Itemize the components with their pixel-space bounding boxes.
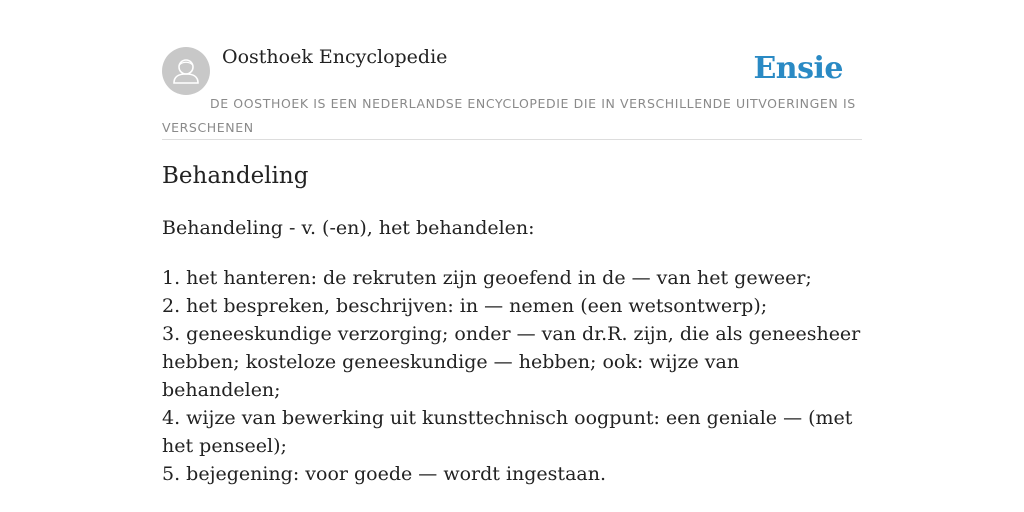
definition-item: 3. geneeskundige verzorging; onder — van dr.R. zijn, die als geneesheer hebben; kosteloze geneeskundige — hebben; ook: wijze van behandelen; [162,323,861,401]
definition-item: 4. wijze van bewerking uit kunsttechnisch oogpunt: een geniale — (met het penseel); [162,407,853,457]
avatar[interactable] [162,47,210,95]
article-title: Behandeling [162,163,309,189]
definition-list [162,264,862,488]
header-divider [162,139,862,140]
definition-item: 1. het hanteren: de rekruten zijn geoefend in de — van het geweer; [162,267,812,289]
brand-logo[interactable]: Ensie [753,51,843,86]
source-description: DE OOSTHOEK IS EEN NEDERLANDSE ENCYCLOPEDIE DIE IN VERSCHILLENDE UITVOERINGEN IS VERSCHENEN [162,96,856,135]
source-name-link[interactable]: Oosthoek Encyclopedie [222,46,448,68]
definition-item: 5. bejegening: voor goede — wordt ingestaan. [162,463,606,485]
definition-item: 2. het bespreken, beschrijven: in — nemen (een wetsontwerp); [162,295,768,317]
article-lead: Behandeling - v. (-en), het behandelen: [162,217,535,239]
user-silhouette-icon [162,47,210,95]
